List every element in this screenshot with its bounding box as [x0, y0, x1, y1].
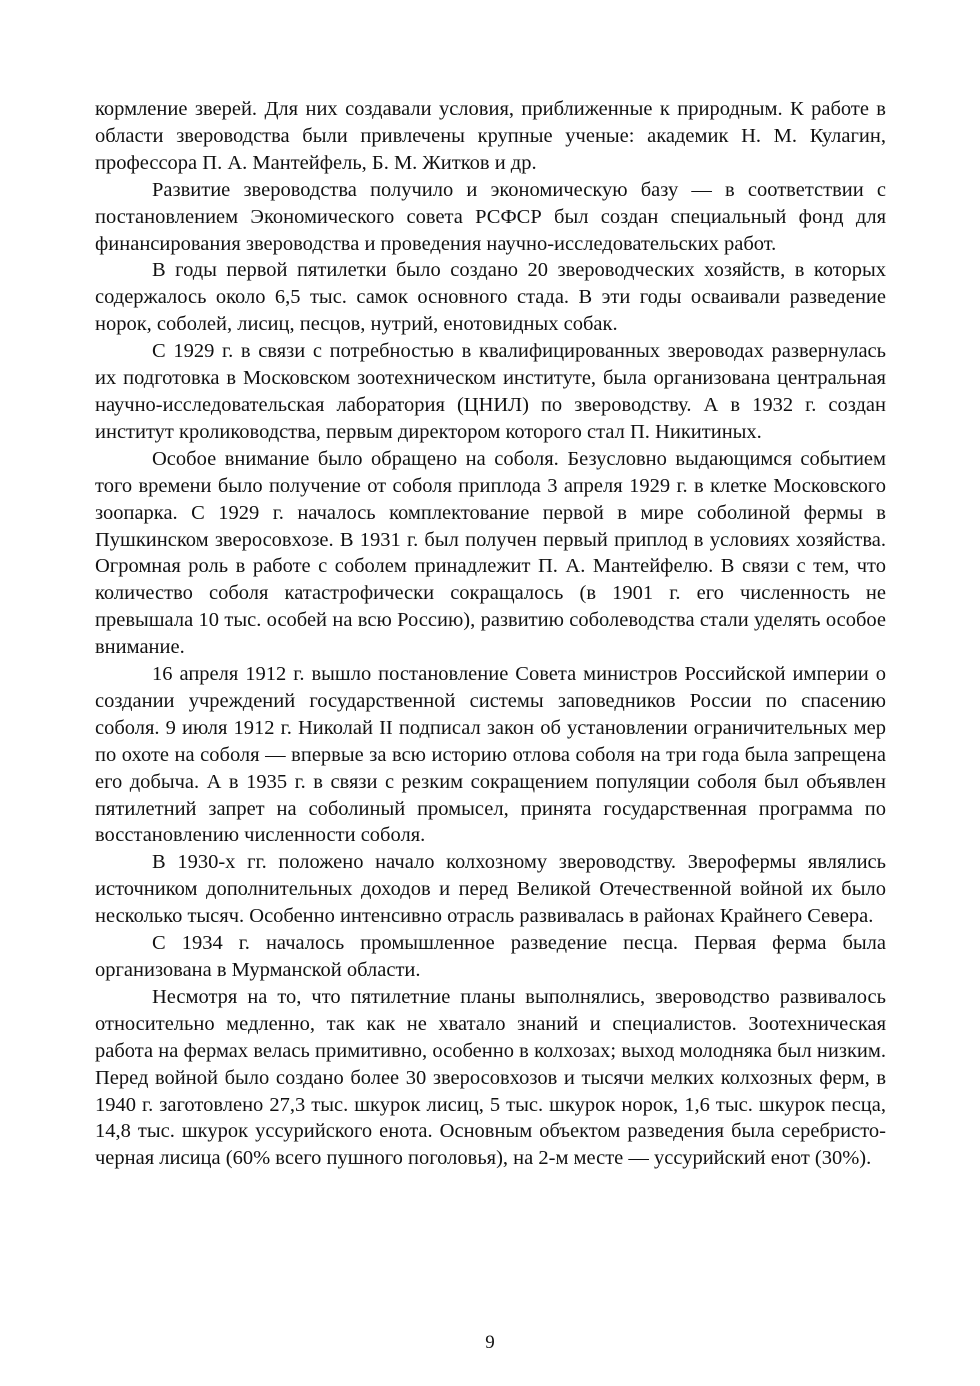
paragraph: 16 апреля 1912 г. вышло постановление Совета министров Российской империи о создании учреждений государственной системы заповедников России по спасению соболя. 9 июля 1912 г. Николай II подписал закон об установлении ограничительных мер по охоте на соболя — впервые за всю историю отлова соболя на три года была запрещена его добыча. А в 1935 г. в связи с резким сокращением популяции соболя был объявлен пятилетний запрет на соболиный промысел, принята государственная программа по восстановлению численности соболя. — [95, 663, 886, 847]
page-number: 9 — [485, 1332, 495, 1353]
paragraph: Развитие звероводства получило и экономическую базу — в соответствии с постановлением Экономического совета РСФСР был создан специальный фонд для финансирования звероводства и проведения научно-исследовательских работ. — [95, 178, 886, 255]
page-body — [95, 96, 886, 1172]
paragraph: С 1929 г. в связи с потребностью в квалифицированных звероводах развернулась их подготовка в Московском зоотехническом институте, была организована центральная научно-исследовательская лаборатория (ЦНИЛ) по звероводству. А в 1932 г. создан институт кролиководства, первым директором которого стал П. Никитиных. — [95, 340, 886, 443]
paragraph: В 1930-х гг. положено начало колхозному звероводству. Зверофермы являлись источником дополнительных доходов и перед Великой Отечественной войной их было несколько тысяч. Особенно интенсивно отрасль развивалась в районах Крайнего Севера. — [95, 851, 886, 928]
paragraph-continuation: кормление зверей. Для них создавали условия, приближенные к природным. К работе в области звероводства были привлечены крупные ученые: академик Н. М. Кулагин, профессора П. А. Мантейфель, Б. М. Житков и др. — [95, 98, 886, 174]
paragraph: Особое внимание было обращено на соболя. Безусловно выдающимся событием того времени было получение от соболя приплода 3 апреля 1929 г. в клетке Московского зоопарка. С 1929 г. началось комплектование первой в мире соболиной фермы в Пушкинском зверосовхозе. В 1931 г. был получен первый приплод в условиях хозяйства. Огромная роль в работе с соболем принадлежит П. А. Мантейфелю. В связи с тем, что количество соболя катастрофически сокращалось (в 1901 г. его численность не превышала 10 тыс. особей на всю Россию), развитию соболеводства стали уделять особое внимание. — [95, 447, 886, 659]
paragraph: Несмотря на то, что пятилетние планы выполнялись, звероводство развивалось относительно медленно, так как не хватало знаний и специалистов. Зоотехническая работа на фермах велась примитивно, особенно в колхозах; выход молодняка был низким. Перед войной было создано более 30 зверосовхозов и тысячи мелких колхозных ферм, в 1940 г. заготовлено 27,3 тыс. шкурок лисиц, 5 тыс. шкурок норок, 1,6 тыс. шкурок песца, 14,8 тыс. шкурок уссурийского енота. Основным объектом разведения была серебристо-черная лисица (60% всего пушного поголовья), на 2-м месте — уссурийский енот (30%). — [95, 985, 886, 1170]
paragraph: В годы первой пятилетки было создано 20 звероводческих хозяйств, в которых содержалось около 6,5 тыс. самок основного стада. В эти годы осваивали разведение норок, соболей, лисиц, песцов, нутрий, енотовидных собак. — [95, 259, 886, 336]
paragraph: С 1934 г. началось промышленное разведение песца. Первая ферма была организована в Мурманской области. — [95, 932, 886, 981]
